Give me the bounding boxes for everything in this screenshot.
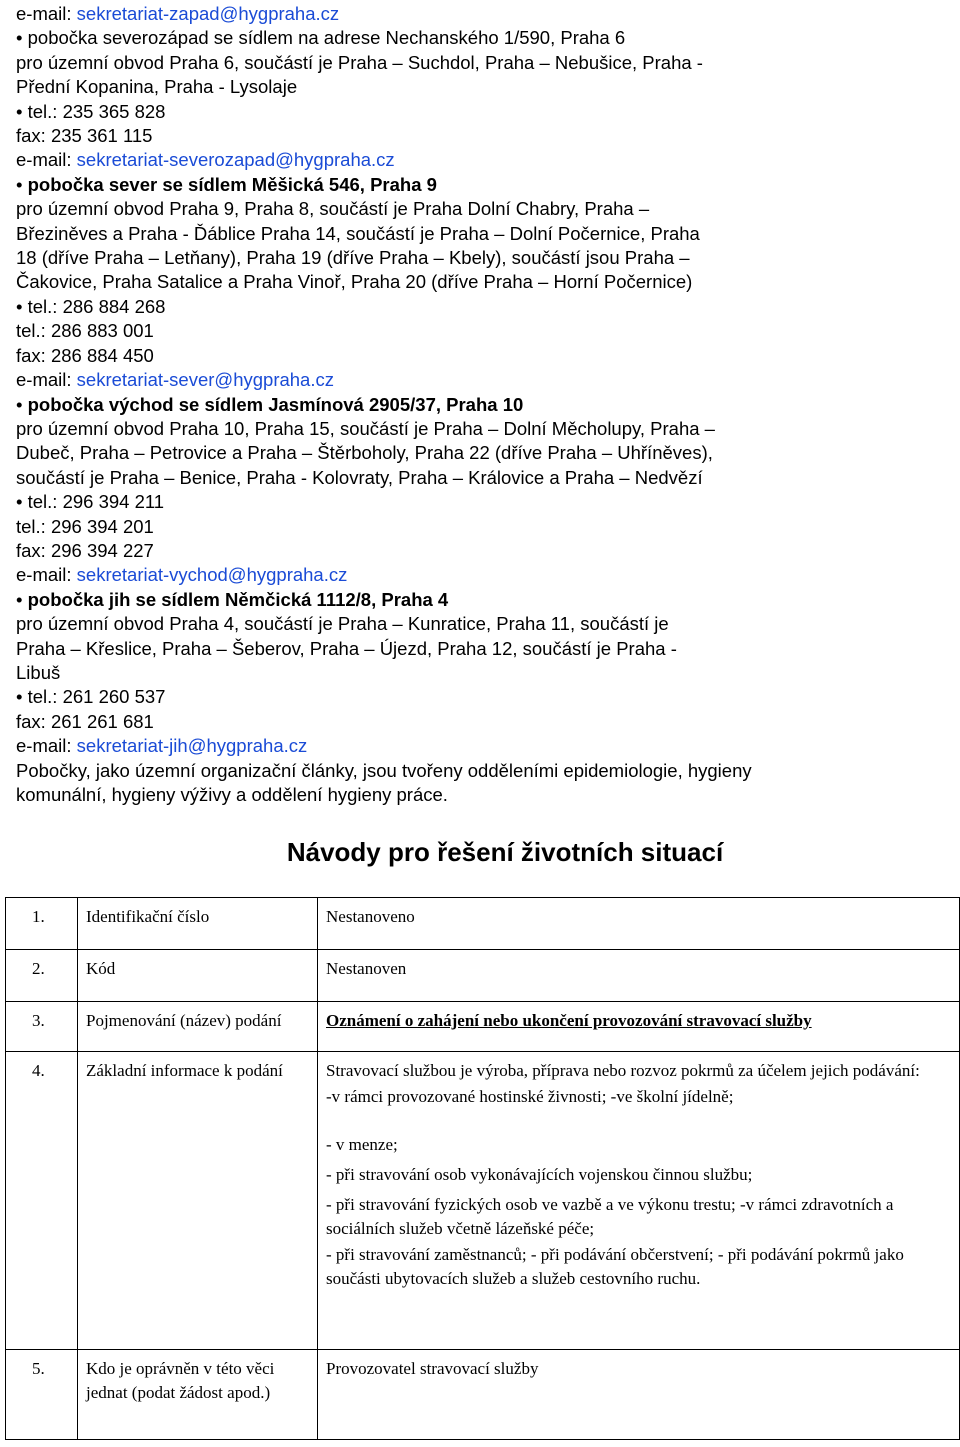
row-value: Provozovatel stravovací služby [318, 1350, 960, 1440]
text-line [16, 466, 946, 490]
text-span: e-mail: [16, 369, 77, 391]
text-line [16, 441, 946, 465]
text-line [16, 246, 946, 270]
text-span: tel.: 286 883 001 [16, 320, 154, 342]
text-span: komunální, hygieny výživy a oddělení hygieny práce. [16, 784, 448, 805]
text-span: Březiněves a Praha - Ďáblice Praha 14, součástí je Praha – Dolní Počernice, Praha [16, 222, 700, 244]
list-item: - při stravování fyzických osob ve vazbě a ve výkonu trestu; -v rámci zdravotních a sociálních služeb včetně lázeňské péče; [326, 1195, 894, 1238]
row-number: 1. [6, 898, 78, 950]
text-line [16, 661, 946, 685]
text-line [16, 588, 946, 612]
text-span: e-mail: [16, 735, 77, 757]
text-span: pro územní obvod Praha 10, Praha 15, součástí je Praha – Dolní Měcholupy, Praha – [16, 417, 715, 439]
section-heading: Návody pro řešení životních situací [286, 837, 724, 867]
text-span: e-mail: [16, 3, 77, 24]
text-span: Čakovice, Praha Satalice a Praha Vinoř, Praha 20 (dříve Praha – Horní Počernice) [16, 271, 693, 293]
row-label: Kód [78, 950, 318, 1002]
list-item: - při stravování zaměstnanců; - při podávání občerstvení; - při podávání pokrmů jako součásti ubytovacích služeb a služeb cestovního ruchu. [326, 1245, 904, 1288]
form-title: Oznámení o zahájení nebo ukončení provozování stravovací služby [326, 1011, 812, 1030]
text-span: fax: 261 261 681 [16, 710, 154, 732]
text-span: 18 (dříve Praha – Letňany), Praha 19 (dříve Praha – Kbely), součástí jsou Praha – [16, 247, 690, 269]
text-span: • tel.: 296 394 211 [16, 491, 165, 513]
text-line [16, 222, 946, 246]
row-label: Základní informace k podání [78, 1052, 318, 1350]
list-item: - v menze; [326, 1135, 398, 1154]
text-line [16, 783, 946, 807]
text-span: součástí je Praha – Benice, Praha - Kolovraty, Praha – Královice a Praha – Nedvězí [16, 466, 703, 488]
text-line [16, 417, 946, 441]
email-link[interactable]: sekretariat-severozapad@hygpraha.cz [76, 149, 395, 171]
text-line [16, 515, 946, 539]
text-line [16, 368, 946, 392]
text-span: • [16, 393, 28, 415]
text-line [16, 563, 946, 587]
text-line [16, 710, 946, 734]
branch-title: pobočka jih se sídlem Němčická 1112/8, Praha 4 [27, 588, 449, 610]
text-span: • [16, 588, 28, 610]
text-line [16, 148, 946, 172]
text-span: pro územní obvod Praha 9, Praha 8, součástí je Praha Dolní Chabry, Praha – [16, 198, 650, 220]
text-line [16, 490, 946, 514]
text-span: • tel.: 286 884 268 [16, 295, 166, 317]
email-link[interactable]: sekretariat-zapad@hygpraha.cz [76, 3, 340, 24]
text-span: Libuš [16, 661, 61, 683]
text-line [16, 124, 946, 148]
text-line [16, 197, 946, 221]
text-span: Dubeč, Praha – Petrovice a Praha – Štěrboholy, Praha 22 (dříve Praha – Uhříněves), [16, 442, 713, 464]
text-line [16, 51, 946, 75]
row-label: Kdo je oprávněn v této věci jednat (podat žádost apod.) [78, 1350, 318, 1440]
text-span: pobočka severozápad se sídlem na adrese Nechanského 1/590, Praha 6 [27, 27, 626, 49]
info-intro: Stravovací službou je výroba, příprava nebo rozvoz pokrmů za účelem jejich podávání: [326, 1061, 920, 1080]
text-line [16, 734, 946, 758]
row-value: Nestanoven [318, 950, 960, 1002]
text-line [16, 295, 946, 319]
text-span: e-mail: [16, 149, 77, 171]
branch-title: pobočka východ se sídlem Jasmínová 2905/37, Praha 10 [27, 393, 524, 415]
text-line [16, 393, 946, 417]
row-value [318, 1052, 960, 1350]
row-value: Nestanoveno [318, 898, 960, 950]
email-link[interactable]: sekretariat-sever@hygpraha.cz [76, 369, 334, 391]
text-line [16, 75, 946, 99]
text-span: • tel.: 235 365 828 [16, 100, 166, 122]
text-line [16, 2, 946, 26]
text-span: Pobočky, jako územní organizační články, jsou tvořeny odděleními epidemiologie, hygieny [16, 759, 752, 781]
table-row [6, 1052, 960, 1350]
table-row [6, 1002, 960, 1052]
list-item: -v rámci provozované hostinské živnosti; -ve školní jídelně; [326, 1087, 734, 1106]
text-line [16, 100, 946, 124]
email-link[interactable]: sekretariat-vychod@hygpraha.cz [76, 564, 348, 586]
text-line [16, 26, 946, 50]
life-situations-table [5, 897, 960, 1440]
text-line [16, 173, 946, 197]
text-line [16, 759, 946, 783]
table-row [6, 950, 960, 1002]
row-label: Identifikační číslo [78, 898, 318, 950]
text-line [16, 539, 946, 563]
text-span: pro územní obvod Praha 4, součástí je Praha – Kunratice, Praha 11, součástí je [16, 613, 669, 635]
text-line [16, 344, 946, 368]
text-span: fax: 235 361 115 [16, 125, 153, 147]
text-span: e-mail: [16, 564, 77, 586]
row-number: 3. [6, 1002, 78, 1052]
table-row [6, 898, 960, 950]
row-number: 4. [6, 1052, 78, 1350]
text-span: fax: 296 394 227 [16, 539, 154, 561]
text-span: pro územní obvod Praha 6, součástí je Praha – Suchdol, Praha – Nebušice, Praha - [16, 51, 703, 73]
row-label: Pojmenování (název) podání [78, 1002, 318, 1052]
info-list [326, 1085, 951, 1291]
text-line [16, 270, 946, 294]
text-span: • [16, 173, 28, 195]
text-line [16, 612, 946, 636]
text-span: • tel.: 261 260 537 [16, 686, 166, 708]
text-span: Přední Kopanina, Praha - Lysolaje [16, 76, 298, 98]
text-line [16, 685, 946, 709]
table-row [6, 1350, 960, 1440]
text-span: tel.: 296 394 201 [16, 515, 154, 537]
text-line [16, 319, 946, 343]
email-link[interactable]: sekretariat-jih@hygpraha.cz [76, 735, 308, 757]
list-item: - při stravování osob vykonávajících vojenskou činnou službu; [326, 1165, 753, 1184]
text-span: fax: 286 884 450 [16, 344, 154, 366]
row-number: 2. [6, 950, 78, 1002]
row-value [318, 1002, 960, 1052]
branch-title: pobočka sever se sídlem Měšická 546, Praha 9 [27, 173, 437, 195]
text-line [16, 637, 946, 661]
document-body [16, 2, 946, 807]
text-span: Praha – Křeslice, Praha – Šeberov, Praha – Újezd, Praha 12, součástí je Praha - [16, 637, 677, 659]
text-span: • [16, 27, 28, 49]
row-number: 5. [6, 1350, 78, 1440]
